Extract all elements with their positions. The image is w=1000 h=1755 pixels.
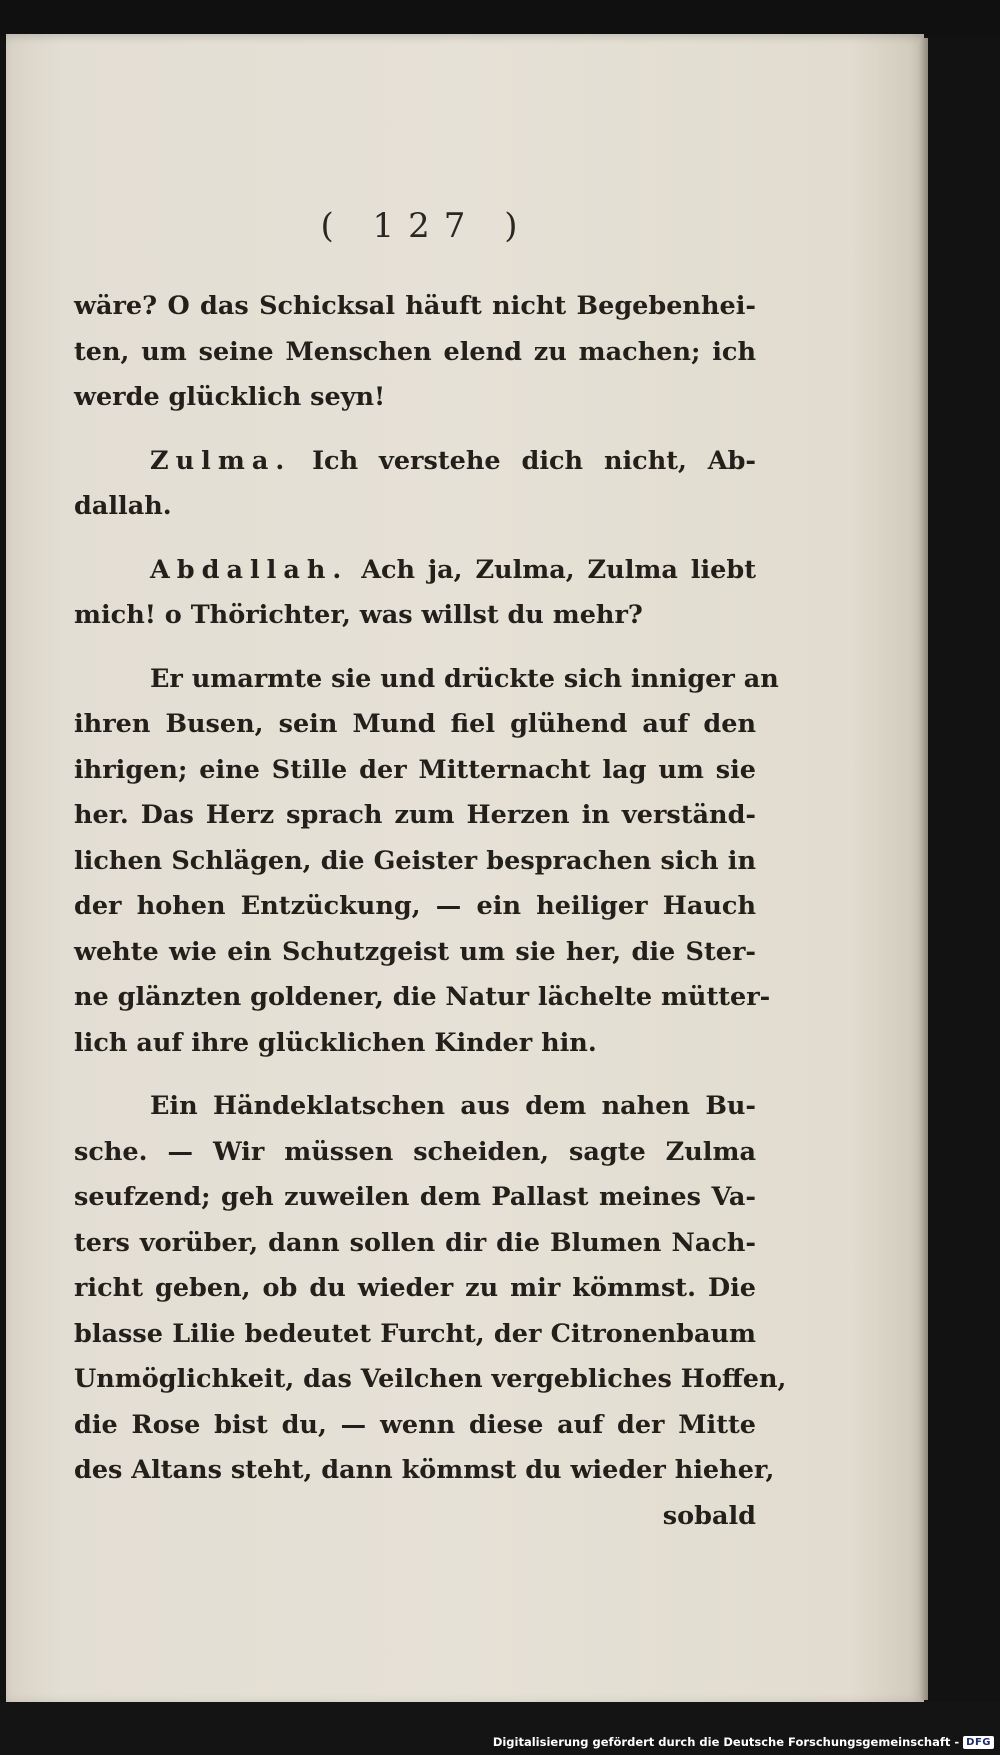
digitization-credit [493,1732,994,1752]
credit-text: Digitalisierung gefördert durch die Deutsche Forschungsgemeinschaft - [492,1735,960,1749]
scan-background-bottom [0,1702,1000,1755]
text-line: ihrigen; eine Stille der Mitternacht lag um sie [74,754,756,785]
text-line: sche. — Wir müssen scheiden, sagte Zulma [74,1136,756,1167]
text-line: die Rose bist du, — wenn diese auf der Mitte [74,1409,756,1440]
text-line: mich! o Thörichter, was willst du mehr? [74,600,643,630]
text-line: lichen Schlägen, die Geister besprachen sich in [74,845,756,876]
dialogue-paragraph [74,548,756,639]
text-line: ten, um seine Menschen elend zu machen; ich [74,336,756,367]
text-line: Unmöglichkeit, das Veilchen vergebliches Hoffen, [74,1364,787,1394]
text-line: wäre? O das Schicksal häuft nicht Begebenhei- [74,291,756,321]
text-line: richt geben, ob du wieder zu mir kömmst. Die [74,1273,756,1303]
page-number: ( 127 ) [320,206,532,246]
text-line: werde glücklich seyn! [74,382,386,412]
page-text [74,284,787,1539]
text-line [74,548,756,594]
dfg-logo: DFG [963,1736,994,1749]
paragraph [74,1084,787,1494]
text-line: der hohen Entzückung, — ein heiliger Hauch [74,891,756,921]
text-line: Er umarmte sie und drückte sich inniger an [150,663,779,694]
page-edge [918,38,928,1700]
paragraph [74,657,779,1067]
catchword: sobald [662,1500,756,1531]
speaker-name: Zulma. [150,445,292,476]
text-line: ihren Busen, sein Mund fiel glühend auf den [74,709,756,739]
text-line: lich auf ihre glücklichen Kinder hin. [74,1027,597,1058]
text-line: ne glänzten goldener, die Natur lächelte mütter- [74,982,771,1012]
text-line: Ein Händeklatschen aus dem nahen Bu- [150,1091,756,1121]
speech-text: Ich verstehe dich nicht, Ab- [312,445,756,476]
text-line: wehte wie ein Schutzgeist um sie her, die Ster- [74,936,756,967]
text-line: dallah. [74,491,172,521]
book-page [6,34,924,1702]
text-line [74,439,756,485]
paragraph [74,284,756,421]
speech-text: Ach ja, Zulma, Zulma liebt [361,554,756,585]
text-line: her. Das Herz sprach zum Herzen in verständ- [74,800,756,830]
text-line: des Altans steht, dann kömmst du wieder hieher, [74,1455,775,1485]
text-line: seufzend; geh zuweilen dem Pallast meines Va- [74,1182,756,1212]
text-line: ters vorüber, dann sollen dir die Blumen Nach- [74,1227,756,1258]
scan-background-top [0,0,1000,36]
text-line: blasse Lilie bedeutet Furcht, der Citronenbaum [74,1318,756,1349]
speaker-name: Abdallah. [150,554,349,585]
dialogue-paragraph [74,439,756,530]
